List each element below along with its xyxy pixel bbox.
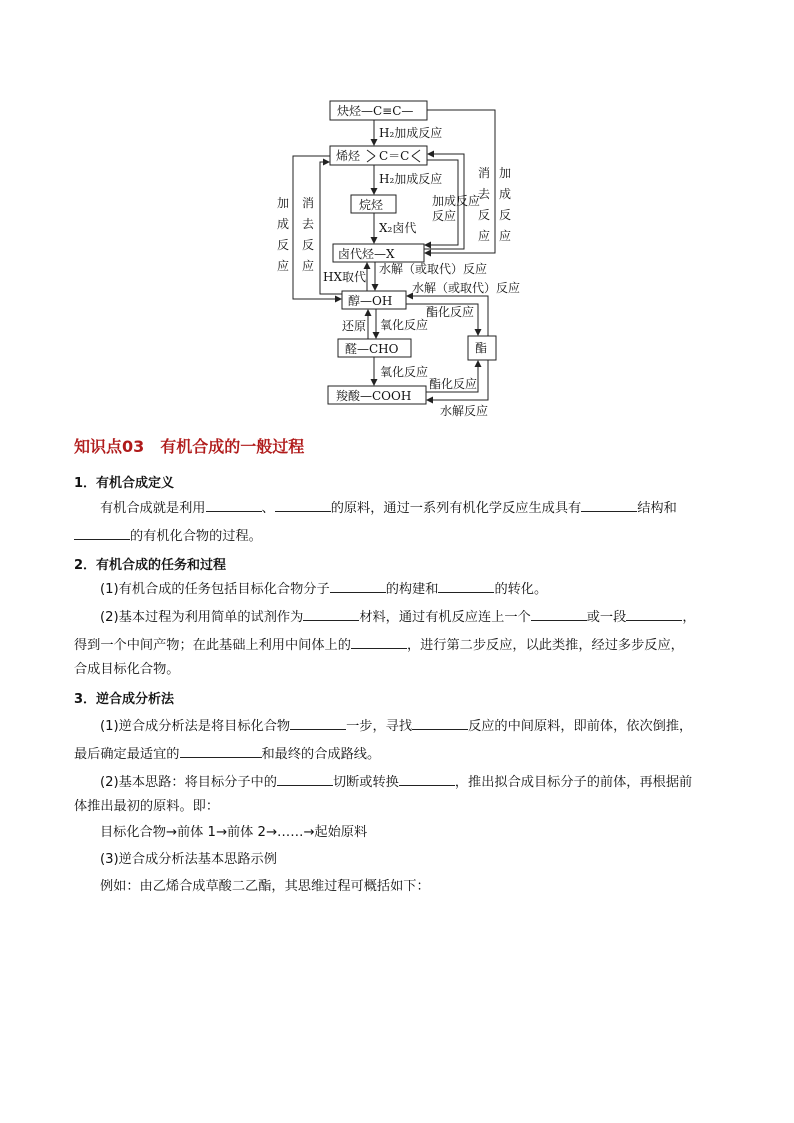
svg-text:水解（或取代）反应: 水解（或取代）反应 <box>379 262 488 276</box>
svg-text:HX取代: HX取代 <box>323 270 367 284</box>
acid-box <box>328 386 426 404</box>
svg-text:H₂加成反应: H₂加成反应 <box>379 126 443 140</box>
svg-text:反: 反 <box>277 238 290 252</box>
paragraph-process-2: 得到一个中间产物；在此基础上利用中间体上的 ，进行第二步反应，以此类推，经过多步反应， <box>74 635 684 654</box>
svg-text:反应: 反应 <box>432 209 457 223</box>
svg-text:卤代烃—X: 卤代烃—X <box>338 247 395 261</box>
paragraph-retro-1: (1)逆合成分析法是将目标化合物 一步，寻找 反应的中间原料，即前体，依次倒推， <box>100 716 692 735</box>
retro-chain: 目标化合物→前体 1→前体 2→……→起始原料 <box>100 825 368 840</box>
alcohol-box <box>342 291 406 309</box>
svg-text:水解反应: 水解反应 <box>440 404 489 418</box>
svg-text:氧化反应: 氧化反应 <box>380 318 429 332</box>
svg-text:醛—CHO: 醛—CHO <box>345 342 399 356</box>
paragraph-definition-1: 有机合成就是利用 、 的原料，通过一系列有机化学反应生成具有 结构和 <box>100 498 677 517</box>
ester-box <box>468 336 496 360</box>
svg-text:应: 应 <box>302 259 315 273</box>
svg-text:应: 应 <box>277 259 290 273</box>
svg-text:加: 加 <box>277 196 290 210</box>
heading-retrosynthesis: 3．逆合成分析法 <box>74 692 175 707</box>
svg-text:羧酸—COOH: 羧酸—COOH <box>336 389 412 403</box>
svg-text:去: 去 <box>302 217 315 231</box>
svg-text:加: 加 <box>499 166 512 180</box>
svg-text:水解（或取代）反应: 水解（或取代）反应 <box>412 281 521 295</box>
paragraph-process-1: (2)基本过程为利用简单的试剂作为 材料，通过有机反应连上一个 或一段 ， <box>100 607 696 626</box>
paragraph-process-3: 合成目标化合物。 <box>74 662 180 677</box>
paragraph-task: (1)有机合成的任务包括目标化合物分子 的构建和 的转化。 <box>100 579 547 598</box>
aldehyde-box <box>338 339 411 357</box>
paragraph-retro-3: (2)基本思路：将目标分子中的 切断或转换 ，推出拟合成目标分子的前体，再根据前 <box>100 772 692 791</box>
svg-text:酯: 酯 <box>475 341 488 355</box>
svg-text:反: 反 <box>499 208 512 222</box>
alkane-box <box>351 195 396 213</box>
svg-text:应: 应 <box>499 229 512 243</box>
svg-text:消: 消 <box>302 196 315 210</box>
paragraph-definition-2: 的有机化合物的过程。 <box>74 526 262 545</box>
svg-text:反: 反 <box>302 238 315 252</box>
svg-text:反: 反 <box>478 208 491 222</box>
svg-text:醇—OH: 醇—OH <box>348 294 393 308</box>
paragraph-retro-2: 最后确定最适宜的 和最终的合成路线。 <box>74 744 380 763</box>
svg-text:炔烃—C≡C—: 炔烃—C≡C— <box>337 104 414 118</box>
organic-conversion-diagram <box>0 0 794 420</box>
heading-definition: 1．有机合成定义 <box>74 476 175 491</box>
paragraph-retro-4: 体推出最初的原料。即： <box>74 799 220 814</box>
haloalkane-box <box>333 244 424 262</box>
svg-text:去: 去 <box>478 187 491 201</box>
svg-text:酯化反应: 酯化反应 <box>429 377 478 391</box>
svg-text:酯化反应: 酯化反应 <box>426 305 475 319</box>
svg-text:H₂加成反应: H₂加成反应 <box>379 172 443 186</box>
svg-text:氧化反应: 氧化反应 <box>380 365 429 379</box>
paragraph-retro-example: 例如：由乙烯合成草酸二乙酯，其思维过程可概括如下： <box>100 879 430 894</box>
svg-text:X₂卤代: X₂卤代 <box>379 221 417 235</box>
section-title: 知识点03 有机合成的一般过程 <box>74 437 305 456</box>
svg-text:消: 消 <box>478 166 491 180</box>
svg-text:还原: 还原 <box>342 319 367 333</box>
alkene-box <box>330 146 427 165</box>
heading-task-process: 2．有机合成的任务和过程 <box>74 558 227 573</box>
svg-text:C＝C: C＝C <box>379 149 410 163</box>
paragraph-retro-example-title: (3)逆合成分析法基本思路示例 <box>100 852 277 867</box>
svg-text:成: 成 <box>499 187 512 201</box>
svg-text:烷烃: 烷烃 <box>359 198 384 212</box>
alkyne-box <box>330 101 427 120</box>
svg-text:加成反应: 加成反应 <box>432 194 481 208</box>
svg-text:成: 成 <box>277 217 290 231</box>
svg-text:应: 应 <box>478 229 491 243</box>
svg-text:烯烃: 烯烃 <box>336 149 361 163</box>
